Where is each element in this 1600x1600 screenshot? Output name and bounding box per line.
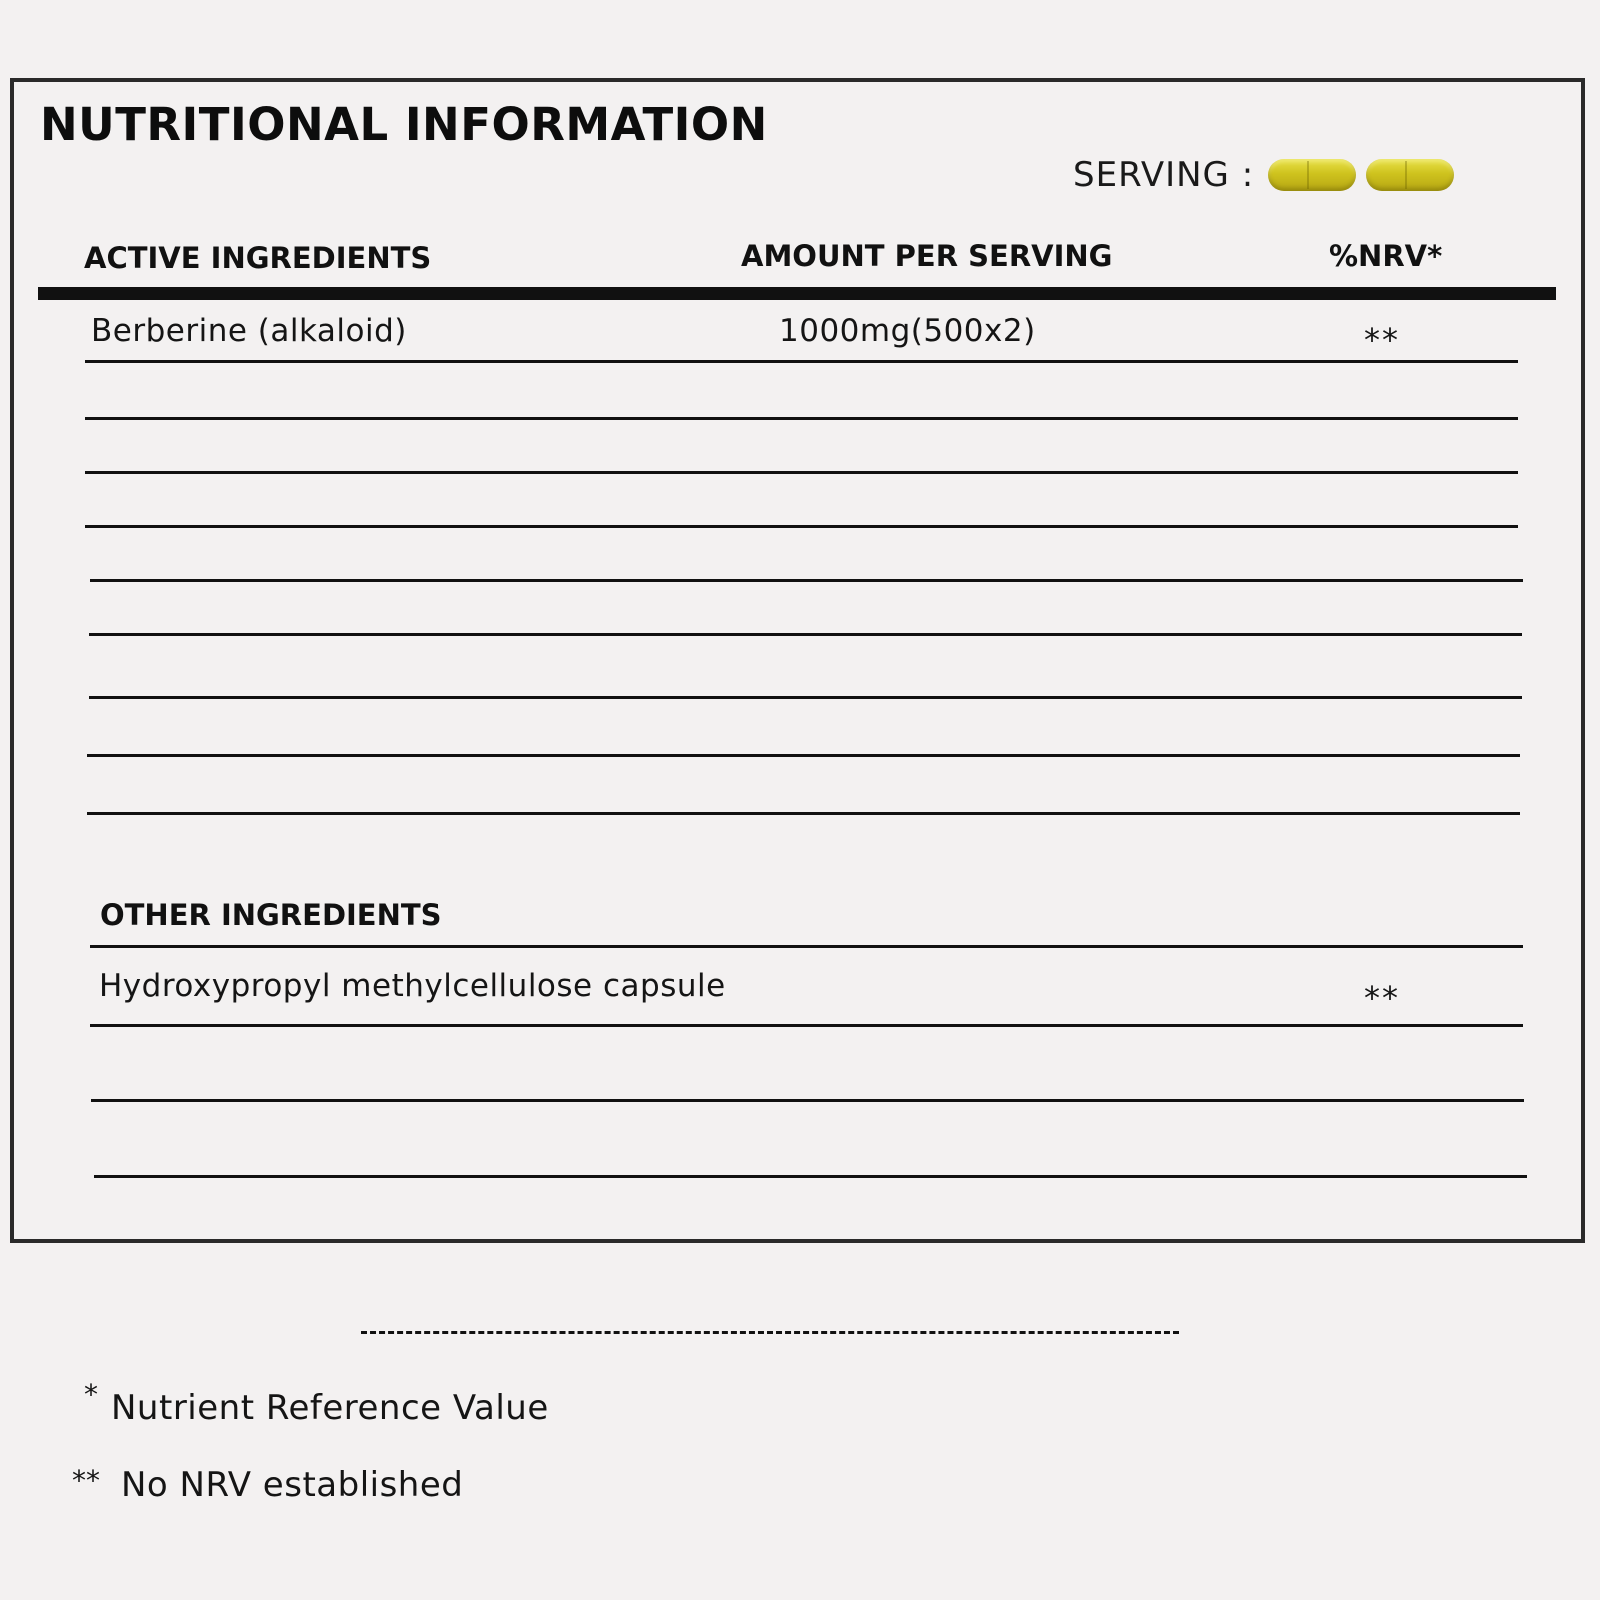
table-row-divider — [90, 1024, 1523, 1027]
table-row-divider — [85, 360, 1518, 363]
capsule-icon — [1366, 159, 1454, 191]
other-ingredient-name: Hydroxypropyl methylcellulose capsule — [99, 968, 726, 1004]
table-row-divider — [89, 696, 1522, 699]
serving-label: SERVING : — [1073, 155, 1255, 195]
capsule-icon — [1268, 159, 1356, 191]
table-row-divider — [85, 525, 1518, 528]
footnote-text: No NRV established — [121, 1465, 464, 1505]
table-row-divider — [90, 579, 1523, 582]
column-header-nrv: %NRV* — [1329, 239, 1443, 273]
serving-indicator — [1073, 155, 1464, 195]
table-row-divider — [89, 633, 1522, 636]
footnote-mark: * — [84, 1378, 98, 1411]
table-row-divider — [94, 1175, 1527, 1178]
ingredient-amount: 1000mg(500x2) — [779, 313, 1036, 349]
column-header-amount: AMOUNT PER SERVING — [741, 239, 1113, 273]
table-row-divider — [90, 945, 1523, 948]
header-divider — [38, 287, 1556, 300]
footnote-text: Nutrient Reference Value — [111, 1388, 549, 1428]
other-ingredient-nrv: ** — [1364, 979, 1400, 1017]
table-row-divider — [85, 471, 1518, 474]
page-title: NUTRITIONAL INFORMATION — [40, 98, 768, 151]
ingredient-nrv: ** — [1364, 321, 1400, 359]
table-row-divider — [85, 417, 1518, 420]
column-header-ingredients: ACTIVE INGREDIENTS — [84, 241, 432, 275]
dashed-separator — [361, 1331, 1179, 1334]
other-ingredients-heading: OTHER INGREDIENTS — [100, 898, 442, 932]
table-row-divider — [91, 1099, 1524, 1102]
footnote-mark: ** — [72, 1464, 100, 1497]
table-row-divider — [87, 754, 1520, 757]
ingredient-name: Berberine (alkaloid) — [91, 313, 407, 349]
table-row-divider — [87, 812, 1520, 815]
